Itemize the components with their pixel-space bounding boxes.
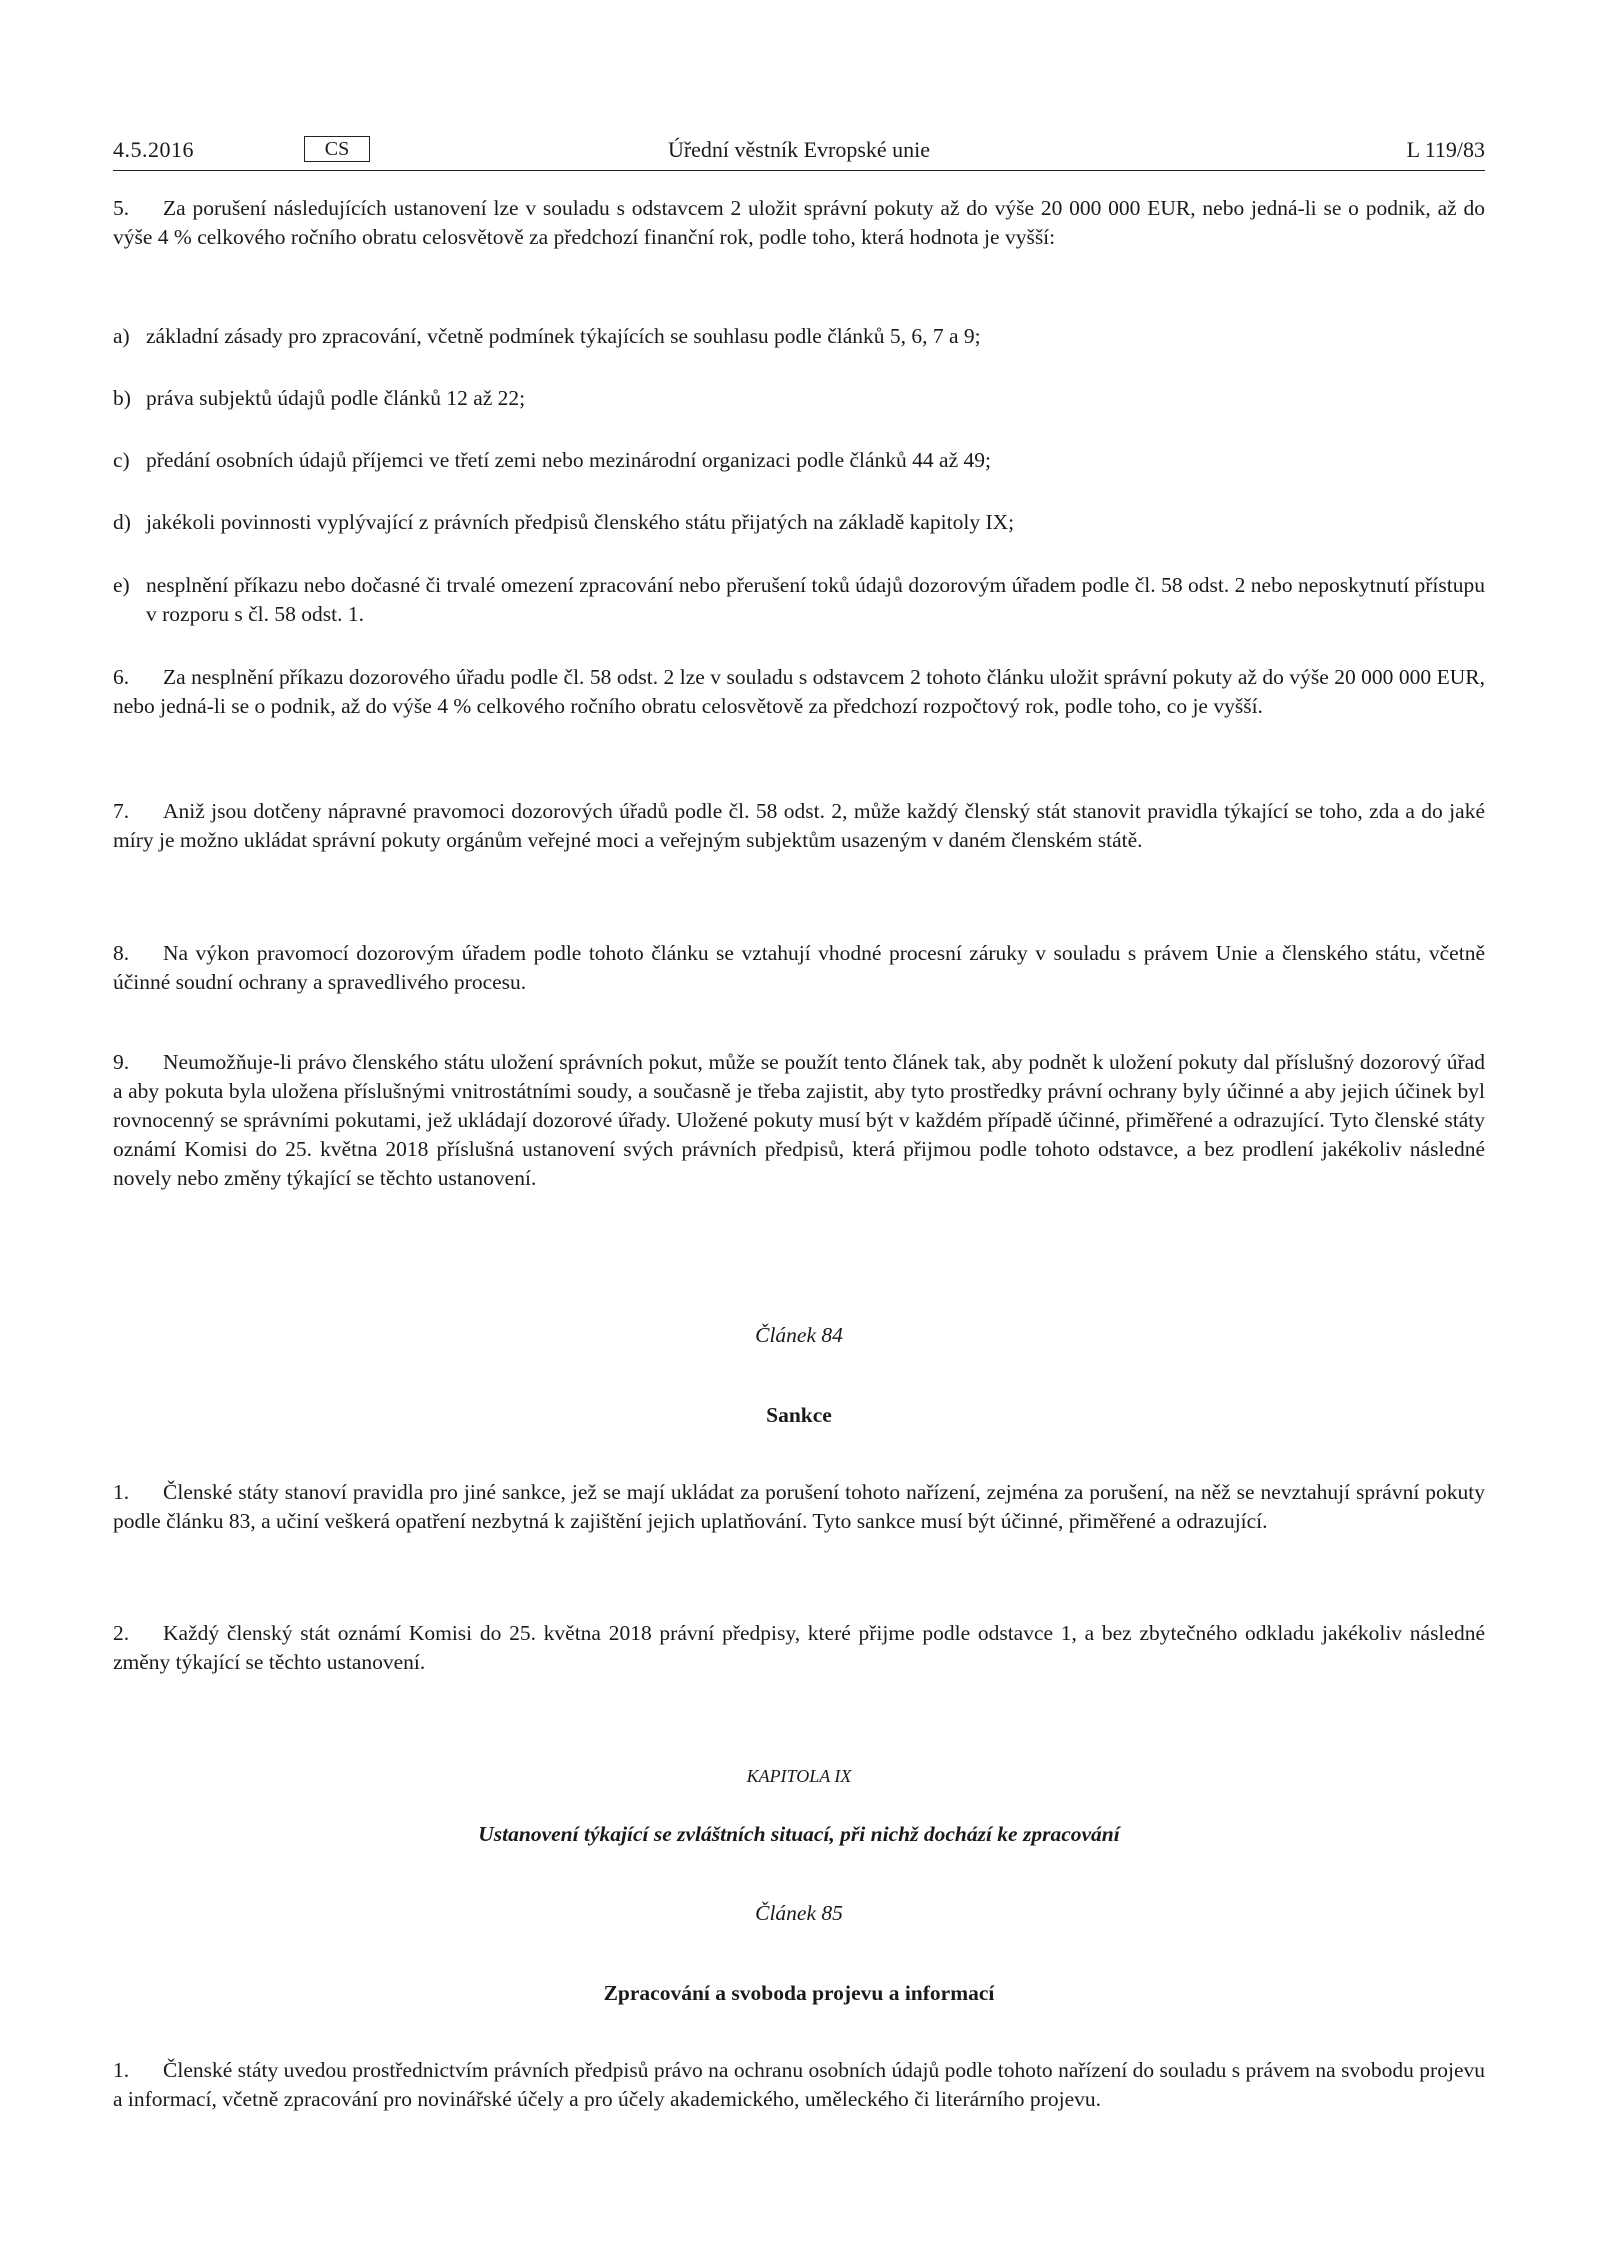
list-item-e [113,571,1485,629]
paragraph-5 [113,194,1485,252]
article-84-title: Sankce [766,1403,832,1427]
paragraph-text: Za nesplnění příkazu dozorového úřadu podle čl. 58 odst. 2 lze v souladu s odstavcem 2 tohoto článku uložit správní pokuty až do výše 20 000 000 EUR, nebo jedná-li se o podnik, až do výše 4 % celkového ročního obratu celosvětově za předchozí rozpočtový rok, podle toho, co je vyšší. [113,665,1485,718]
list-item-text: předání osobních údajů příjemci ve třetí zemi nebo mezinárodní organizaci podle článků 44 až 49; [146,448,991,472]
list-item-a [113,322,1485,351]
paragraph-number: 2. [113,1621,130,1645]
list-item-d [113,508,1485,537]
paragraph-8 [113,939,1485,997]
article-85-paragraph-1 [113,2056,1485,2114]
article-84-paragraph-2 [113,1619,1485,1677]
list-item-text: základní zásady pro zpracování, včetně podmínek týkajících se souhlasu podle článků 5, 6, 7 a 9; [146,324,981,348]
journal-title: Úřední věstník Evropské unie [667,137,931,162]
list-item-label: a) [113,324,130,348]
paragraph-number: 7. [113,799,130,823]
paragraph-number: 6. [113,665,130,689]
article-84-paragraph-1 [113,1478,1485,1536]
list-item-label: b) [113,386,131,410]
list-item-text: jakékoli povinnosti vyplývající z právních předpisů členského státu přijatých na základě kapitoly IX; [146,510,1015,534]
paragraph-7 [113,797,1485,855]
paragraph-text: Členské státy uvedou prostřednictvím právních předpisů právo na ochranu osobních údajů podle tohoto nařízení do souladu s právem na svobodu projevu a informací, včetně zpracování pro novinářské účely a pro účely akademického, uměleckého či literárního projevu. [113,2058,1485,2111]
article-85-label: Článek 85 [755,1901,843,1925]
page-number: L 119/83 [1406,137,1485,162]
page-header [113,135,1485,165]
list-item-c [113,446,1485,475]
paragraph-number: 1. [113,2058,130,2082]
paragraph-text: Neumožňuje-li právo členského státu uložení správních pokut, může se použít tento článek tak, aby podnět k uložení pokuty dal příslušný dozorový úřad a aby pokuta byla uložena příslušnými vnitrostátními soudy, a současně je třeba zajistit, aby tyto prostředky právní ochrany byly účinné a aby jejich účinek byl rovnocenný se správními pokutami, jež ukládají dozorové úřady. Uložené pokuty musí být v každém případě účinné, přiměřené a odrazující. Tyto členské státy oznámí Komisi do 25. května 2018 příslušná ustanovení svých právních předpisů, která přijmou podle tohoto odstavce, a bez prodlení jakékoliv následné novely nebo změny týkající se těchto ustanovení. [113,1050,1485,1190]
publication-date: 4.5.2016 [113,137,194,162]
paragraph-9 [113,1048,1485,1193]
paragraph-6 [113,663,1485,721]
paragraph-number: 8. [113,941,130,965]
paragraph-text: Členské státy stanoví pravidla pro jiné sankce, jež se mají ukládat za porušení tohoto nařízení, zejména za porušení, na něž se nevztahují správní pokuty podle článku 83, a učiní veškerá opatření nezbytná k zajištění jejich uplatňování. Tyto sankce musí být účinné, přiměřené a odrazující. [113,1480,1485,1533]
paragraph-text: Na výkon pravomocí dozorovým úřadem podle tohoto článku se vztahují vhodné procesní záruky v souladu s právem Unie a členského státu, včetně účinné soudní ochrany a spravedlivého procesu. [113,941,1485,994]
paragraph-text: Aniž jsou dotčeny nápravné pravomoci dozorových úřadů podle čl. 58 odst. 2, může každý členský stát stanovit pravidla týkající se toho, zda a do jaké míry je možno ukládat správní pokuty orgánům veřejné moci a veřejným subjektům usazeným v daném členském státě. [113,799,1485,852]
paragraph-text: Za porušení následujících ustanovení lze v souladu s odstavcem 2 uložit správní pokuty až do výše 20 000 000 EUR, nebo jedná-li se o podnik, až do výše 4 % celkového ročního obratu celosvětově za předchozí finanční rok, podle toho, která hodnota je vyšší: [113,196,1485,249]
list-item-b [113,384,1485,413]
language-badge: CS [304,136,370,162]
header-rule [113,170,1485,171]
paragraph-text: Každý členský stát oznámí Komisi do 25. května 2018 právní předpisy, které přijme podle odstavce 1, a bez zbytečného odkladu jakékoliv následné změny týkající se těchto ustanovení. [113,1621,1485,1674]
list-item-text: nesplnění příkazu nebo dočasné či trvalé omezení zpracování nebo přerušení toků údajů dozorovým úřadem podle čl. 58 odst. 2 nebo neposkytnutí přístupu v rozporu s čl. 58 odst. 1. [146,573,1485,626]
list-item-label: d) [113,510,131,534]
list-item-label: e) [113,573,130,597]
list-item-text: práva subjektů údajů podle článků 12 až 22; [146,386,526,410]
paragraph-number: 1. [113,1480,130,1504]
list-item-label: c) [113,448,130,472]
paragraph-number: 5. [113,196,130,220]
article-84-label: Článek 84 [755,1323,843,1347]
chapter-label: KAPITOLA IX [746,1766,852,1786]
paragraph-number: 9. [113,1050,130,1074]
article-85-title: Zpracování a svoboda projevu a informací [603,1981,995,2005]
chapter-title: Ustanovení týkající se zvláštních situací, při nichž dochází ke zpracování [478,1822,1120,1846]
